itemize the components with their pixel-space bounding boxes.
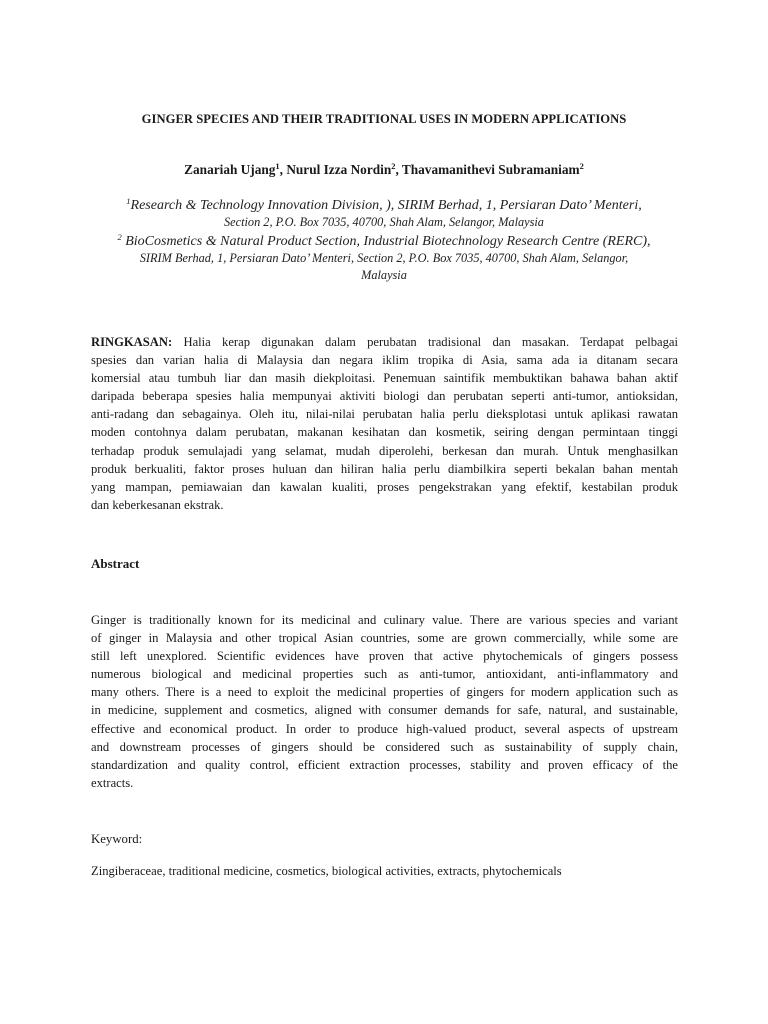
- abstract-line: still left unexplored. Scientific evidences have proven that active phytochemicals of gingers possess: [91, 649, 678, 664]
- author-affiliation-marker: 2: [391, 161, 396, 171]
- ringkasan-line: produk berkualiti, faktor proses huluan dan hiliran halia perlu diambilkira seperti bekalan bahan mentah: [91, 461, 678, 476]
- affiliation-marker: 2: [117, 232, 122, 242]
- ringkasan-line: terhadap produk semulajadi yang selamat, mudah diperolehi, berkesan dan murah. Untuk menghasilkan: [91, 443, 678, 458]
- author-affiliation-marker: 1: [275, 161, 280, 171]
- abstract-paragraph: [91, 611, 678, 792]
- author-name: Thavamanithevi Subramaniam: [401, 162, 580, 177]
- affiliation-line: Section 2, P.O. Box 7035, 40700, Shah Alam, Selangor, Malaysia: [224, 215, 544, 229]
- abstract-line: numerous biological and medicinal properties such as anti-tumor, antioxidant, anti-inflammatory and: [91, 667, 678, 682]
- affiliation-line: [100, 233, 668, 250]
- affiliation-line: SIRIM Berhad, 1, Persiaran Dato’ Menteri, Section 2, P.O. Box 7035, 40700, Shah Alam, Selangor,: [139, 251, 629, 265]
- abstract-line: extracts.: [91, 775, 134, 790]
- keyword-heading: Keyword:: [91, 832, 143, 846]
- ringkasan-line: moden contohnya dalam perubatan, makanan kesihatan dan kosmetik, seiring dengan permintaan tinggi: [91, 425, 678, 440]
- ringkasan-line: daripada beberapa spesies halia mempunyai aktiviti biologi dan perubatan seperti anti-tumor, antioksidan,: [91, 389, 678, 404]
- abstract-line: and downstream processes of gingers should be considered such as sustainability of supply chain,: [91, 739, 678, 754]
- ringkasan-text: Halia kerap digunakan dalam perubatan tradisional dan masakan. Terdapat pelbagai: [183, 335, 678, 349]
- affiliation-line: [100, 197, 668, 214]
- affiliation-text: Research & Technology Innovation Division, ), SIRIM Berhad, 1, Persiaran Dato’ Menteri,: [130, 198, 642, 213]
- author-list: [0, 162, 768, 178]
- ringkasan-line: [91, 333, 678, 351]
- ringkasan-paragraph: [91, 333, 678, 514]
- abstract-line: many others. There is a need to exploit the medicinal properties of gingers for modern application such as: [91, 685, 678, 700]
- affiliation-text: BioCosmetics & Natural Product Section, Industrial Biotechnology Research Centre (RERC),: [125, 234, 651, 249]
- author-separator: ,: [279, 162, 287, 177]
- abstract-line: in medicine, supplement and cosmetics, aligned with consumer demands for safe, natural, and sustainable,: [91, 703, 678, 718]
- abstract-heading: Abstract: [91, 556, 140, 571]
- affiliation-marker: 1: [126, 196, 131, 206]
- ringkasan-line: dan keberkesanan ekstrak.: [91, 497, 224, 512]
- ringkasan-line: komersial atau tumbuh liar dan masih diekploitasi. Penemuan saintifik membuktikan bahawa bahan aktif: [91, 371, 678, 386]
- author-name: Zanariah Ujang: [184, 162, 276, 177]
- ringkasan-label: RINGKASAN:: [91, 335, 173, 349]
- abstract-line: standardization and quality control, efficient extraction processes, stability and proven efficacy of the: [91, 757, 678, 772]
- paper-title: GINGER SPECIES AND THEIR TRADITIONAL USES IN MODERN APPLICATIONS: [141, 112, 627, 126]
- abstract-line: effective and economical product. In order to produce high-valued product, several aspects of upstream: [91, 721, 678, 736]
- ringkasan-line: yang mampan, pemiawaian dan kawalan kualiti, proses pengekstrakan yang efektif, kestabilan produk: [91, 479, 678, 494]
- author-affiliation-marker: 2: [579, 161, 584, 171]
- keyword-list: Zingiberaceae, traditional medicine, cosmetics, biological activities, extracts, phytochemicals: [91, 864, 562, 878]
- affiliation-line: Malaysia: [361, 268, 407, 282]
- ringkasan-line: anti-radang dan sebagainya. Oleh itu, nilai-nilai perubatan halia perlu dieksplotasi untuk aplikasi rawatan: [91, 407, 678, 422]
- abstract-line: of ginger in Malaysia and other tropical Asian countries, some are grown commercially, while some are: [91, 631, 678, 646]
- author-name: Nurul Izza Nordin: [286, 162, 392, 177]
- affiliation-2: [100, 233, 668, 284]
- author-separator: ,: [395, 162, 402, 177]
- affiliation-1: [100, 197, 668, 231]
- ringkasan-line: spesies dan varian halia di Malaysia dan negara iklim tropika di Asia, sama ada ia ditanam secara: [91, 353, 678, 368]
- abstract-line: Ginger is traditionally known for its medicinal and culinary value. There are various species and variant: [91, 613, 678, 627]
